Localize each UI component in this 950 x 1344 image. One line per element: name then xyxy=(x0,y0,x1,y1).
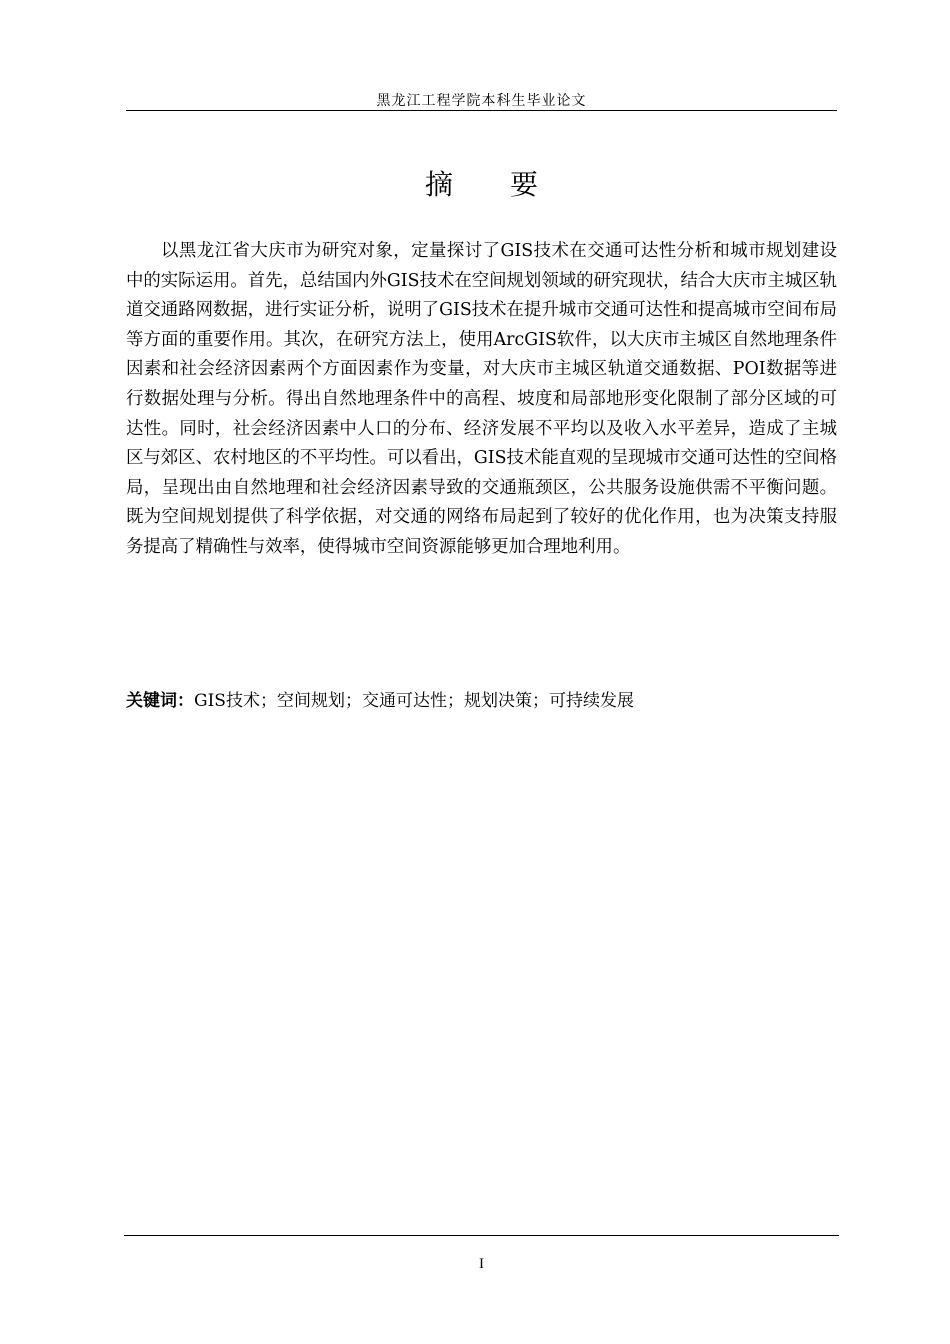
keywords-text: GIS技术；空间规划；交通可达性；规划决策；可持续发展 xyxy=(194,691,634,711)
page-number: I xyxy=(479,1256,484,1272)
footer-rule xyxy=(124,1235,839,1236)
keywords-label: 关键词： xyxy=(126,691,194,711)
abstract-body: 以黑龙江省大庆市为研究对象，定量探讨了GIS技术在交通可达性分析和城市规划建设中的实际运用。首先，总结国内外GIS技术在空间规划领域的研究现状，结合大庆市主城区轨道交通路网数据，进行实证分析，说明了GIS技术在提升城市交通可达性和提高城市空间布局等方面的重要作用。其次，在研究方法上，使用ArcGIS软件，以大庆市主城区自然地理条件因素和社会经济因素两个方面因素作为变量，对大庆市主城区轨道交通数据、POI数据等进行数据处理与分析。得出自然地理条件中的高程、坡度和局部地形变化限制了部分区域的可达性。同时，社会经济因素中人口的分布、经济发展不平均以及收入水平差异，造成了主城区与郊区、农村地区的不平均性。可以看出，GIS技术能直观的呈现城市交通可达性的空间格局，呈现出由自然地理和社会经济因素导致的交通瓶颈区，公共服务设施供需不平衡问题。既为空间规划提供了科学依据，对交通的网络布局起到了较好的优化作用，也为决策支持服务提高了精确性与效率，使得城市空间资源能够更加合理地利用。 xyxy=(126,241,837,557)
header-rule xyxy=(126,110,837,111)
running-header: 黑龙江工程学院本科生毕业论文 xyxy=(376,93,587,109)
keywords-line xyxy=(126,688,837,714)
abstract-title: 摘 要 xyxy=(425,168,538,201)
